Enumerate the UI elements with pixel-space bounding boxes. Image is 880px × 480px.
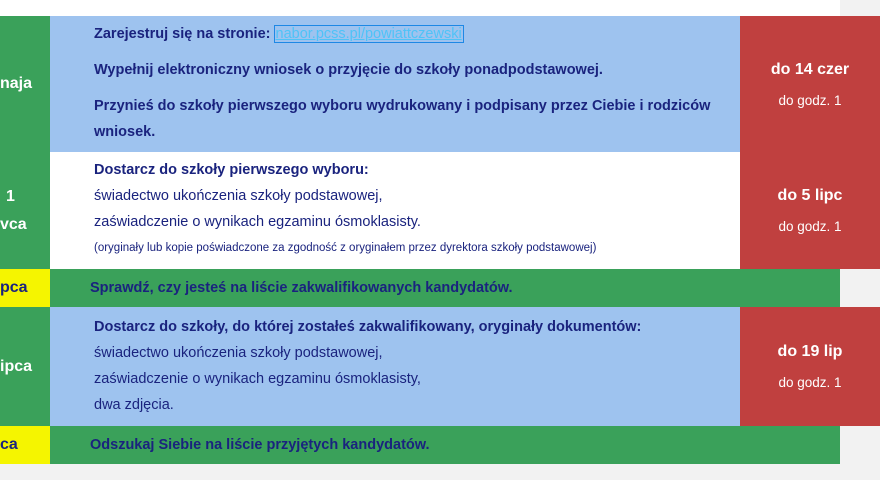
row1-line3a: Przynieś do szkoły pierwszego wyboru wydrukowany i podpisany przez Ciebie i rodziców <box>94 98 711 114</box>
row2-deadline-date: do 5 lipc <box>777 187 843 204</box>
row2-deadline <box>740 152 880 269</box>
registration-link[interactable]: nabor.pcss.pl/powiattczewski <box>275 26 462 42</box>
row3-text: Sprawdź, czy jesteś na liście zakwalifikowanych kandydatów. <box>90 280 513 296</box>
row2-item2: zaświadczenie o wynikach egzaminu ósmoklasisty. <box>94 214 421 230</box>
row5-text: Odszukaj Siebie na liście przyjętych kandydatów. <box>90 437 430 453</box>
row5-content <box>50 426 840 464</box>
row4-content <box>50 307 740 426</box>
row3-date-cell <box>0 269 50 307</box>
row2-date-line1: 1 <box>6 187 15 205</box>
row1-deadline-date: do 14 czer <box>770 60 850 78</box>
row1-line2: Wypełnij elektroniczny wniosek o przyjęcie do szkoły ponadpodstawowej. <box>94 62 603 78</box>
row4-title: Dostarcz do szkoły, do której zostałeś zakwalifikowany, oryginały dokumentów: <box>94 319 642 335</box>
row1-register-line <box>94 26 463 42</box>
row4-item1: świadectwo ukończenia szkoły podstawowej, <box>94 345 383 361</box>
row1-date-text: naja <box>0 75 33 92</box>
row1-line3b: wniosek. <box>94 124 156 140</box>
row2-item1: świadectwo ukończenia szkoły podstawowej, <box>94 188 383 204</box>
row1-content <box>50 16 740 152</box>
row1-deadline <box>740 16 880 152</box>
row2-note: (oryginały lub kopie poświadczone za zgodność z oryginałem przez dyrektora szkoły podstawowej) <box>94 242 597 254</box>
row5-date-cell <box>0 426 50 464</box>
page-top-strip <box>0 0 840 16</box>
row4-deadline-time: do godz. 1 <box>778 375 842 390</box>
row2-date-cell <box>0 152 50 269</box>
row3-content <box>50 269 840 307</box>
row2-deadline-time: do godz. 1 <box>778 219 842 234</box>
row4-deadline-date: do 19 lip <box>777 343 843 360</box>
row4-deadline <box>740 307 880 426</box>
row4-date-text: ipca <box>0 357 33 375</box>
row4-item3: dwa zdjęcia. <box>94 397 174 413</box>
row1-deadline-time: do godz. 1 <box>778 92 842 108</box>
row5-date-text: ca <box>0 436 18 453</box>
row1-register-prefix: Zarejestruj się na stronie: <box>94 26 271 42</box>
row2-content <box>50 152 740 269</box>
row4-item2: zaświadczenie o wynikach egzaminu ósmoklasisty, <box>94 371 421 387</box>
row3-date-text: pca <box>0 279 28 296</box>
row1-date-cell <box>0 16 50 152</box>
row2-date-line2: vca <box>0 215 27 233</box>
row2-title: Dostarcz do szkoły pierwszego wyboru: <box>94 162 369 178</box>
row4-date-cell <box>0 307 50 426</box>
